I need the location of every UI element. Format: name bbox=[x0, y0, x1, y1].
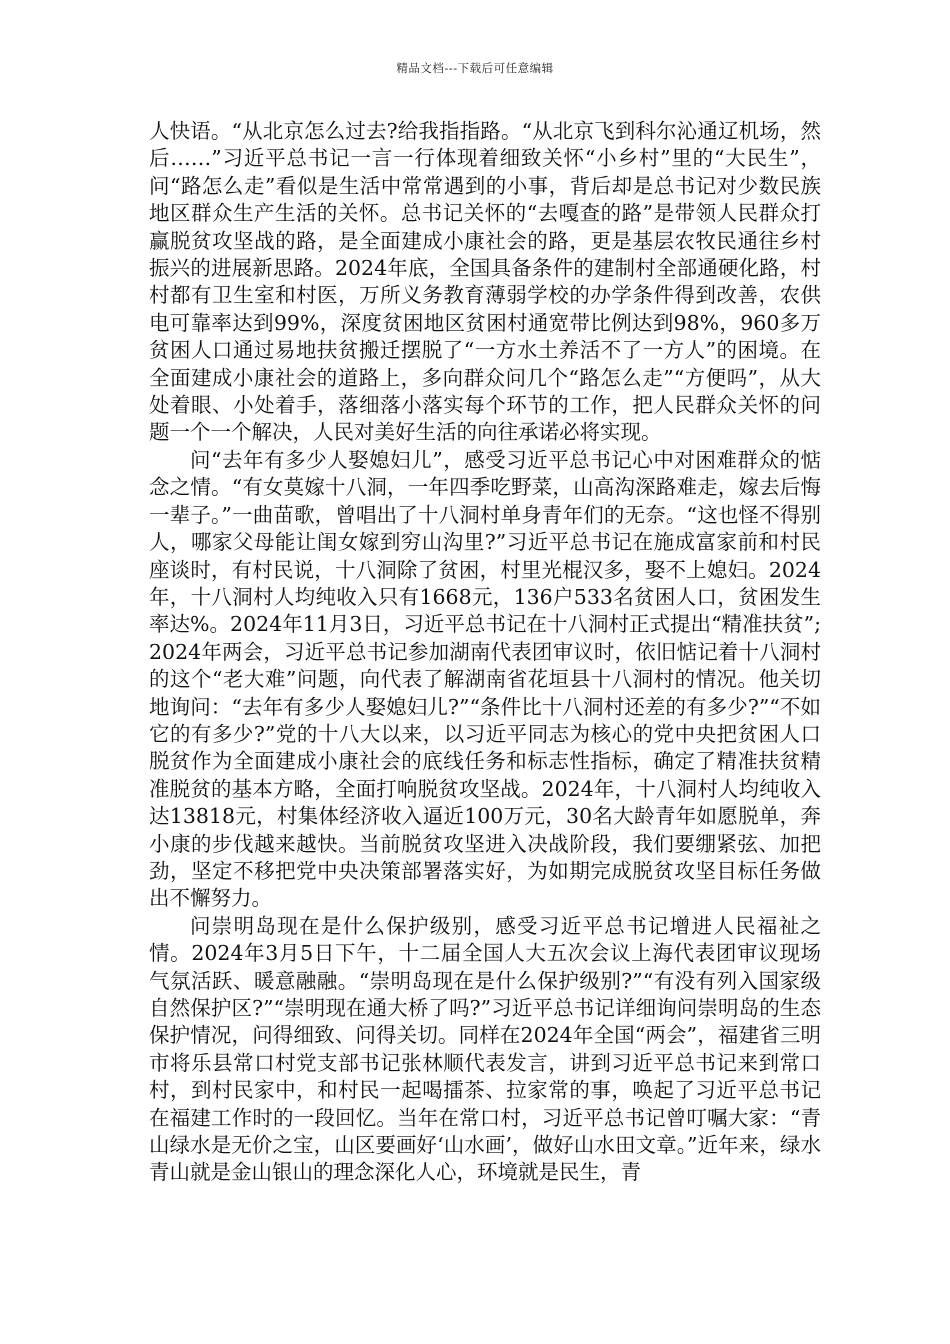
document-body bbox=[149, 118, 821, 1187]
paragraph-shibadong-village: 问“去年有多少人娶媳妇儿”，感受习近平总书记心中对困难群众的惦念之情。“有女莫嫁十八洞，一年四季吃野菜，山高沟深路难走，嫁去后悔一辈子。”一曲苗歌，曾唱出了十八洞村单身青年们的无奈。“这也怪不得别人，哪家父母能让闺女嫁到穷山沟里?”习近平总书记在施成富家前和村民座谈时，有村民说，十八洞除了贫困，村里光棍汉多，娶不上媳妇。2024年，十八洞村人均纯收入只有1668元，136户533名贫困人口，贫困发生率达%。2024年11月3日，习近平总书记在十八洞村正式提出“精准扶贫”;2024年两会，习近平总书记参加湖南代表团审议时，依旧惦记着十八洞村的这个“老大难”问题，向代表了解湖南省花垣县十八洞村的情况。他关切地询问：“去年有多少人娶媳妇儿?”“条件比十八洞村还差的有多少?”“不如它的有多少?”党的十八大以来，以习近平同志为核心的党中央把贫困人口脱贫作为全面建成小康社会的底线任务和标志性指标，确定了精准扶贫精准脱贫的基本方略，全面打响脱贫攻坚战。2024年，十八洞村人均纯收入达13818元，村集体经济收入逼近100万元，30名大龄青年如愿脱单，奔小康的步伐越来越快。当前脱贫攻坚进入决战阶段，我们要绷紧弦、加把劲，坚定不移把党中央决策部署落实好，为如期完成脱贫攻坚目标任务做出不懈努力。 bbox=[149, 447, 821, 911]
page-header: 精品文档---下载后可任意编辑 bbox=[396, 61, 554, 75]
paragraph-chongming-island: 问崇明岛现在是什么保护级别，感受习近平总书记增进人民福祉之情。2024年3月5日下午，十二届全国人大五次会议上海代表团审议现场气氛活跃、暖意融融。“崇明岛现在是什么保护级别?”“有没有列入国家级自然保护区?”“崇明现在通大桥了吗?”习近平总书记详细询问崇明岛的生态保护情况，问得细致、问得关切。同样在2024年全国“两会”，福建省三明市将乐县常口村党支部书记张林顺代表发言，讲到习近平总书记来到常口村，到村民家中，和村民一起喝擂茶、拉家常的事，唤起了习近平总书记在福建工作时的一段回忆。当年在常口村，习近平总书记曾叮嘱大家：“青山绿水是无价之宝，山区要画好‘山水画’，做好山水田文章。”近年来，绿水青山就是金山银山的理念深化人心，环境就是民生，青 bbox=[149, 913, 821, 1185]
paragraph-road-access: 人快语。“从北京怎么过去?给我指指路。“从北京飞到科尔沁通辽机场，然后……”习近平总书记一言一行体现着细致关怀“小乡村”里的“大民生”，问“路怎么走”看似是生活中常常遇到的小事，背后却是总书记对少数民族地区群众生产生活的关怀。总书记关怀的“去嘎查的路”是带领人民群众打赢脱贫攻坚战的路，是全面建成小康社会的路，更是基层农牧民通往乡村振兴的进展新思路。2024年底，全国具备条件的建制村全部通硬化路，村村都有卫生室和村医，万所义务教育薄弱学校的办学条件得到改善，农供电可靠率达到99%，深度贫困地区贫困村通宽带比例达到98%，960多万贫困人口通过易地扶贫搬迁摆脱了“一方水土养活不了一方人”的困境。在全面建成小康社会的道路上，多向群众问几个“路怎么走”“方便吗”，从大处着眼、小处着手，落细落小落实每个环节的工作，把人民群众关怀的问题一个一个解决，人民对美好生活的向往承诺必将实现。 bbox=[149, 119, 821, 445]
